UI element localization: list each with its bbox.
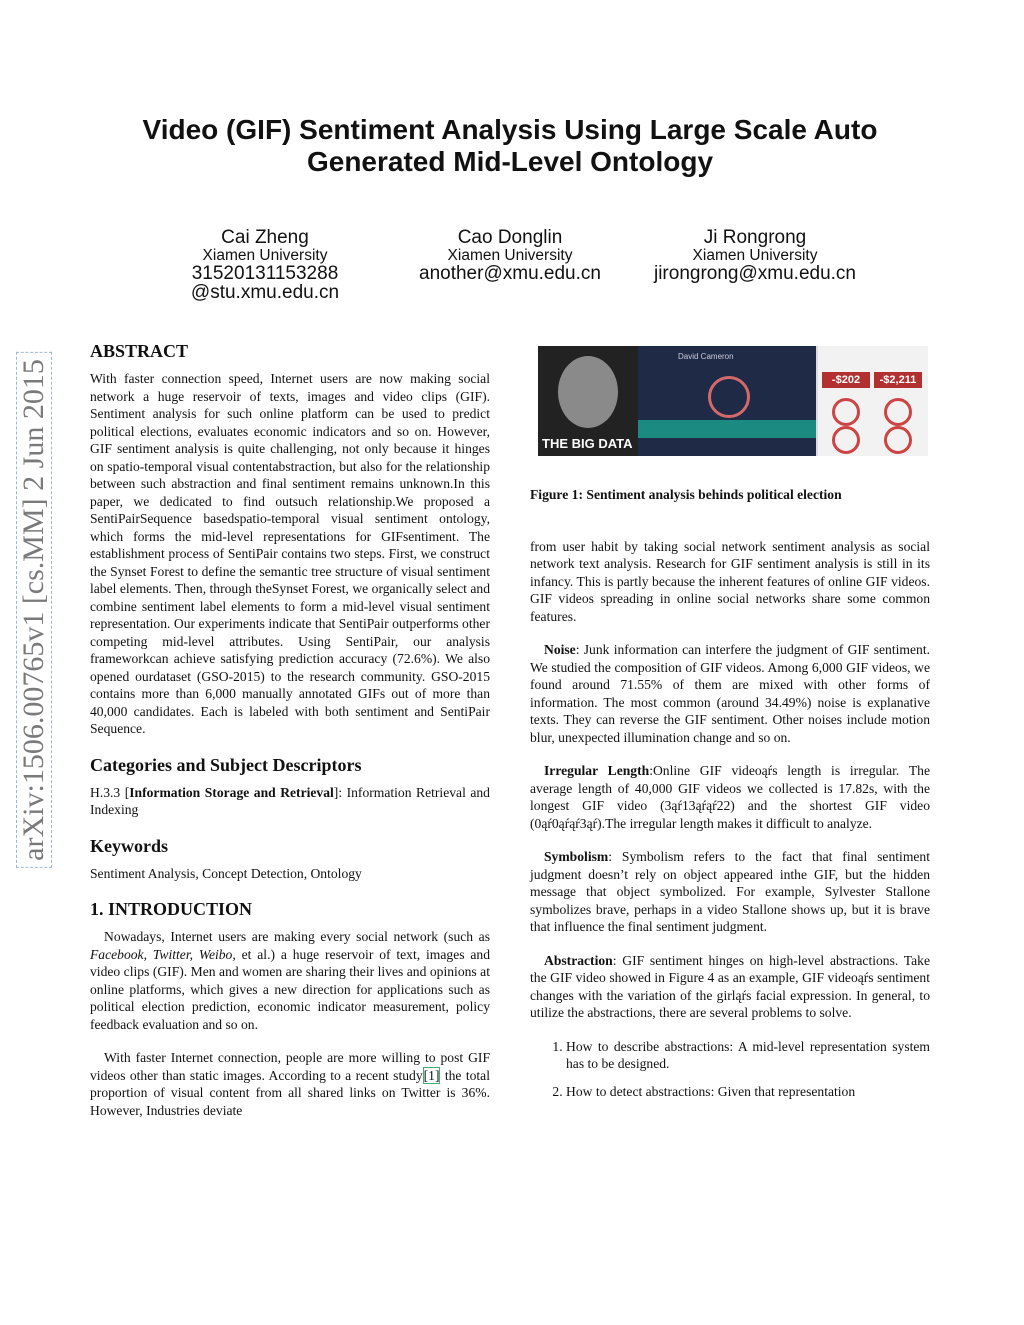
author-email: jirongrong@xmu.edu.cn bbox=[653, 263, 856, 284]
paper-title: Video (GIF) Sentiment Analysis Using Large Scale Auto Generated Mid-Level Ontology bbox=[142, 114, 878, 177]
categories-heading: Categories and Subject Descriptors bbox=[90, 754, 362, 775]
categories-text: H.3.3 [Information Storage and Retrieval]: Information Retrieval and Indexing bbox=[90, 784, 490, 817]
abstract-heading: ABSTRACT bbox=[90, 341, 189, 361]
citation-link[interactable]: [1] bbox=[423, 1067, 440, 1083]
author-affiliation: Xiamen University bbox=[692, 247, 818, 264]
author-affiliation: Xiamen University bbox=[202, 247, 328, 264]
author-email: @stu.xmu.edu.cn bbox=[190, 282, 340, 303]
keywords-text: Sentiment Analysis, Concept Detection, Ontology bbox=[90, 865, 362, 881]
problem-list bbox=[530, 1038, 930, 1101]
author-affiliation: Xiamen University bbox=[447, 247, 573, 264]
figure-image bbox=[538, 346, 928, 456]
irregular-length-paragraph: Irregular Length:Online GIF videoąŕs length is irregular. The average length of 40,000 GIF videos we collected is 17.82s, with the longest GIF video (3ąŕ13ąŕąŕ22) and the shortest GIF video (0ąŕ0ąŕąŕ3ąŕ).The irregular length makes it difficult to analyze. bbox=[530, 763, 931, 831]
abstraction-paragraph: Abstraction: GIF sentiment hinges on high-level abstractions. Take the GIF video showed in Figure 4 as an example, GIF videoąŕs sentiment changes with the variation of the girląŕs facial expression. In general, to utilize the abstractions, there are several problems to solve. bbox=[530, 952, 930, 1020]
figure-caption: Figure 1: Sentiment analysis behinds political election bbox=[530, 487, 842, 502]
author-block bbox=[640, 228, 870, 283]
intro-heading: 1. INTRODUCTION bbox=[90, 899, 253, 919]
author-email: 31520131153288 bbox=[191, 263, 339, 284]
intro-paragraph: Nowadays, Internet users are making every social network (such as Facebook, Twitter, Weibo, et al.) a huge reservoir of text, images and video clips (GIF). Men and women are sharing their lives and opinions at online platforms, which gives a new direction for applications such as political election prediction, economic indicator measurement, policy feedback evaluation and so on. bbox=[90, 929, 491, 1032]
right-column bbox=[530, 346, 930, 1110]
author-email: another@xmu.edu.cn bbox=[419, 263, 601, 284]
arxiv-stamp: arXiv:1506.00765v1 [cs.MM] 2 Jun 2015 bbox=[4, 320, 64, 900]
abstract-text: With faster connection speed, Internet users are now making social network a huge reservoir of texts, images and video clips (GIF). Sentiment analysis for such online platform can be used to predict political elections, evaluates economic indicators and so on. However, GIF sentiment analysis is quite challenging, not only because it hinges on spatio-temporal visual contentabstraction, but also for the relationship between such abstraction and final sentiment remains unknown.In this paper, we dedicated to find outsuch relationship.We proposed a SentiPairSequence basedspatio-temporal visual sentiment ontology, which forms the mid-level representations for GIFsentiment. The establishment process of SentiPair contains two steps. First, we construct the Synset Forest to define the semantic tree structure of visual sentiment label elements. Then, through theSynset Forest, we organically select and combine sentiment label elements to form a mid-level visual sentiment representation. Our experiments indicate that SentiPair outperforms other competing mid-level attributes. Using SentiPair, our analysis frameworkcan achieve satisfying prediction accuracy (72.6%). We also opened ourdataset (GSO-2015) to the research community. GSO-2015 contains more than 6,000 manually annotated GIFs out of more than 40,000 candidates. Each is labeled with both sentiment and SentiPair Sequence. bbox=[90, 371, 490, 736]
author-block bbox=[400, 228, 620, 283]
author-name: Cao Donglin bbox=[457, 227, 563, 248]
left-column bbox=[90, 340, 490, 1119]
author-name: Cai Zheng bbox=[221, 227, 309, 248]
keywords-heading: Keywords bbox=[90, 835, 168, 856]
list-item: 1. How to describe abstractions: A mid-level representation system has to be designed. bbox=[566, 1038, 930, 1073]
app-screen-panel: David Cameron bbox=[638, 346, 816, 456]
portrait-panel: THE BIG DATA bbox=[538, 346, 638, 456]
dashboard-panel: -$202 -$2,211 bbox=[818, 346, 928, 456]
body-paragraph: from user habit by taking social network sentiment analysis as social network text analysis. Research for GIF sentiment analysis is still in its infancy. This is partly because the inherent features of online GIF videos. GIF videos spreading in online social networks share some common features. bbox=[530, 538, 930, 624]
noise-paragraph: Noise: Junk information can interfere the judgment of GIF sentiment. We studied the composition of GIF videos. Among 6,000 GIF videos, we found around 71.55% of them are mixed with other forms of information. The most common (around 34.49%) noise is explanative texts. They can reverse the GIF sentiment. Other noises include motion blur, unexpected illumination change and so on. bbox=[530, 642, 930, 745]
list-item: 2. How to detect abstractions: Given that representation bbox=[566, 1083, 930, 1101]
author-name: Ji Rongrong bbox=[703, 227, 807, 248]
symbolism-paragraph: Symbolism: Symbolism refers to the fact that final sentiment judgment doesn’t rely on object appeared inthe GIF, but the hidden message that object symbolized. For example, Sylvester Stallone symbolizes brave, perhaps in a video Stallone shows up, but it is brave that influence the final sentiment judgment. bbox=[530, 849, 930, 934]
author-block bbox=[165, 228, 365, 302]
intro-paragraph: With faster Internet connection, people are more willing to post GIF videos other than static images. According to a recent study[1] the total proportion of visual content from all shared links on Twitter is 36%. However, Industries deviate bbox=[90, 1050, 490, 1118]
